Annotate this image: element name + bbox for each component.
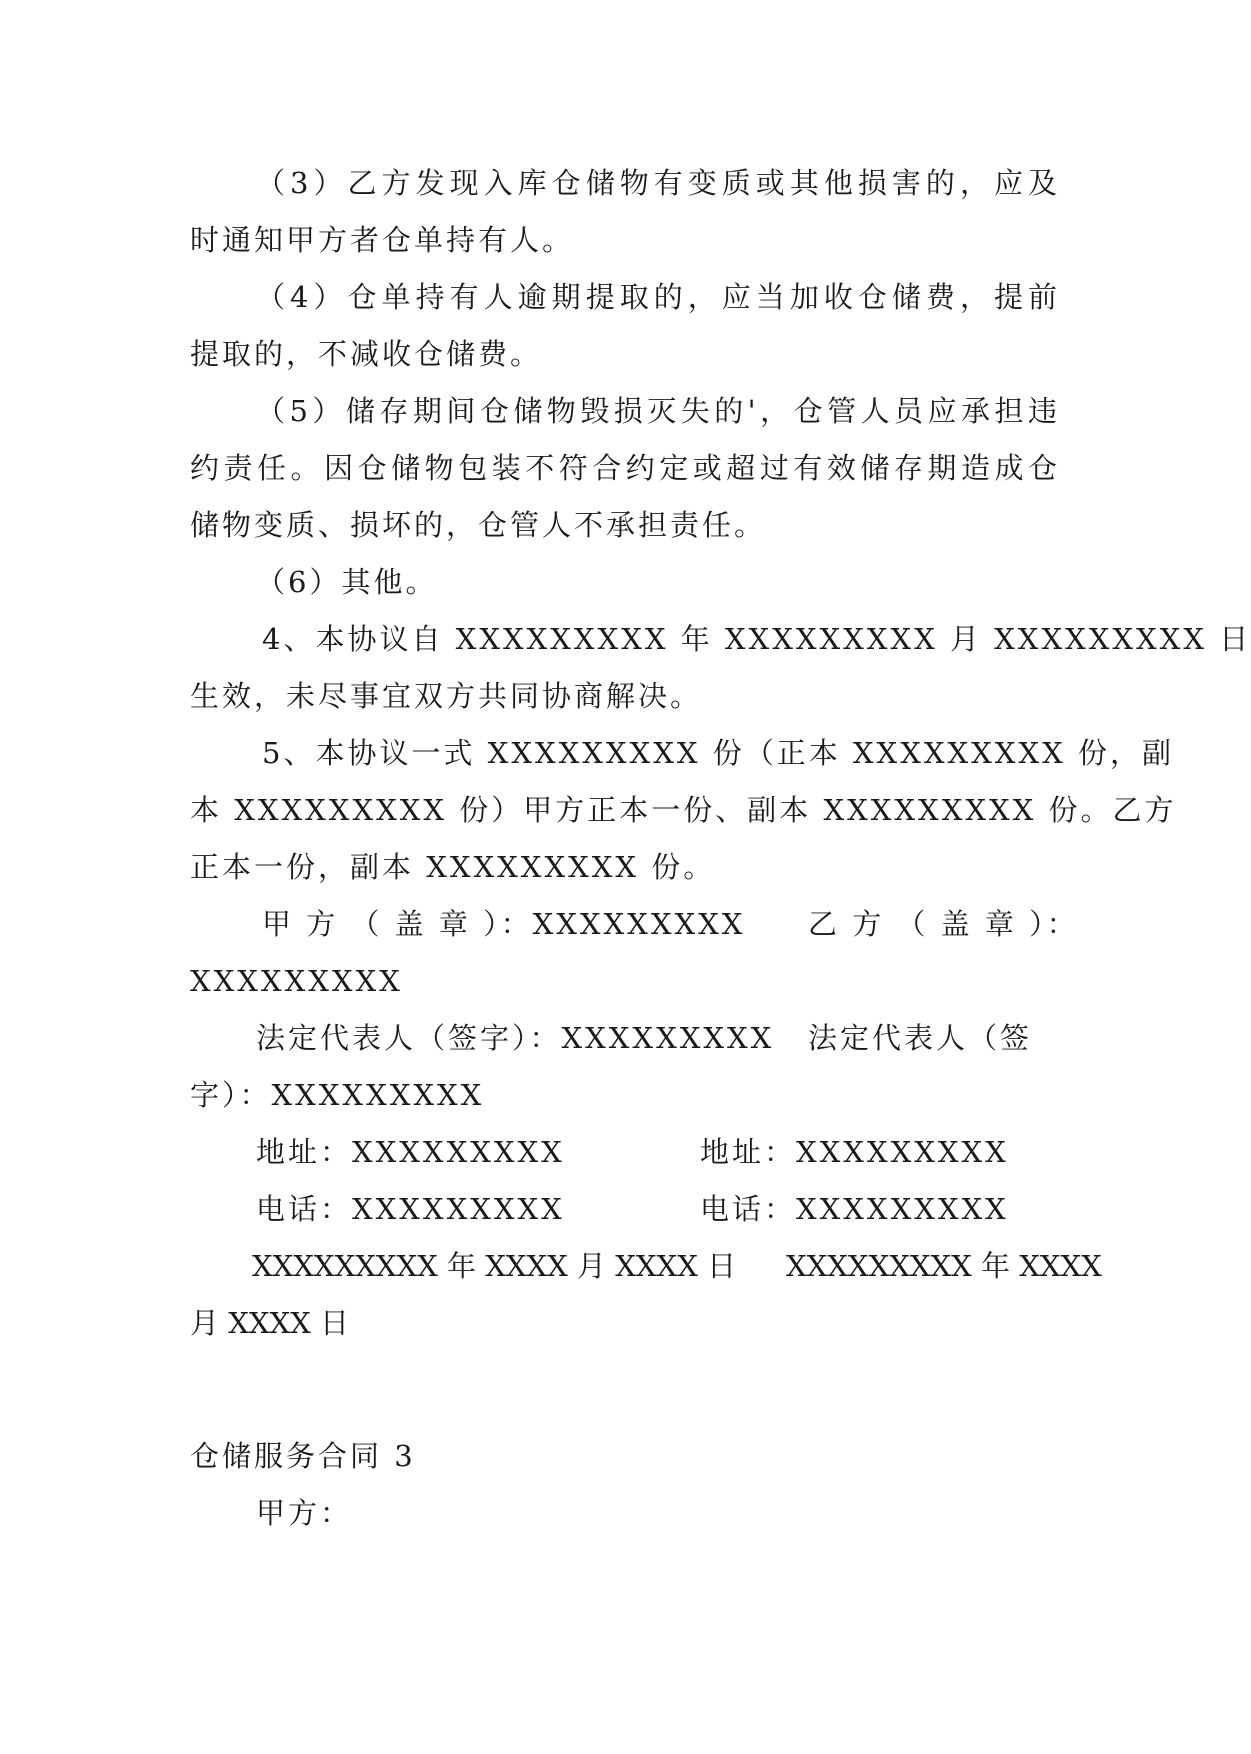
paragraph-4-line-2: 提取的，不减收仓储费。 <box>190 337 543 371</box>
paragraph-6: （6）其他。 <box>256 565 438 599</box>
address-b: 地址：XXXXXXXXX <box>700 1135 1009 1169</box>
clause-5-line-3: 正本一份，副本 XXXXXXXXX 份。 <box>190 850 716 884</box>
clause-4-line-2: 生效，未尽事宜双方共同协商解决。 <box>190 679 703 713</box>
next-party-a-label: 甲方： <box>256 1496 353 1530</box>
paragraph-5-line-2: 约责任。因仓储物包装不符合约定或超过有效储存期造成仓 <box>190 451 1060 485</box>
party-b-seal: 乙 方 （ 盖 章 ）： <box>808 907 1079 941</box>
rep-a: 法定代表人（签字）：XXXXXXXXX <box>256 1021 775 1055</box>
address-a: 地址：XXXXXXXXX <box>256 1135 565 1169</box>
rep-b-value: 字）：XXXXXXXXX <box>190 1078 485 1112</box>
clause-5-line-2: 本 XXXXXXXXX 份）甲方正本一份、副本 XXXXXXXXX 份。乙方 <box>190 793 1177 827</box>
clause-5-line-1: 5、本协议一式 XXXXXXXXX 份（正本 XXXXXXXXX 份，副 <box>262 736 1174 770</box>
clause-4-line-1: 4、本协议自 XXXXXXXXX 年 XXXXXXXXX 月 XXXXXXXXX 日 <box>262 622 1251 656</box>
date-a: XXXXXXXXX 年 XXXX 月 XXXX 日 <box>252 1249 737 1283</box>
paragraph-4-line-1: （4）仓单持有人逾期提取的，应当加收仓储费，提前 <box>256 280 1060 314</box>
paragraph-3-line-2: 时通知甲方者仓单持有人。 <box>190 223 575 257</box>
phone-b: 电话：XXXXXXXXX <box>700 1192 1009 1226</box>
date-b-continued: 月 XXXX 日 <box>190 1306 350 1340</box>
paragraph-3-line-1: （3）乙方发现入库仓储物有变质或其他损害的，应及 <box>256 166 1060 200</box>
phone-a: 电话：XXXXXXXXX <box>256 1192 565 1226</box>
paragraph-5-line-1: （5）储存期间仓储物毁损灭失的'，仓管人员应承担违 <box>256 394 1060 428</box>
party-b-seal-value: XXXXXXXXX <box>190 964 403 998</box>
next-contract-title: 仓储服务合同 3 <box>190 1439 416 1473</box>
paragraph-5-line-3: 储物变质、损坏的，仓管人不承担责任。 <box>190 508 767 542</box>
rep-b: 法定代表人（签 <box>808 1021 1033 1055</box>
party-a-seal: 甲 方 （ 盖 章 ）：XXXXXXXXX <box>262 907 746 941</box>
date-b: XXXXXXXXX 年 XXXX <box>786 1249 1102 1283</box>
